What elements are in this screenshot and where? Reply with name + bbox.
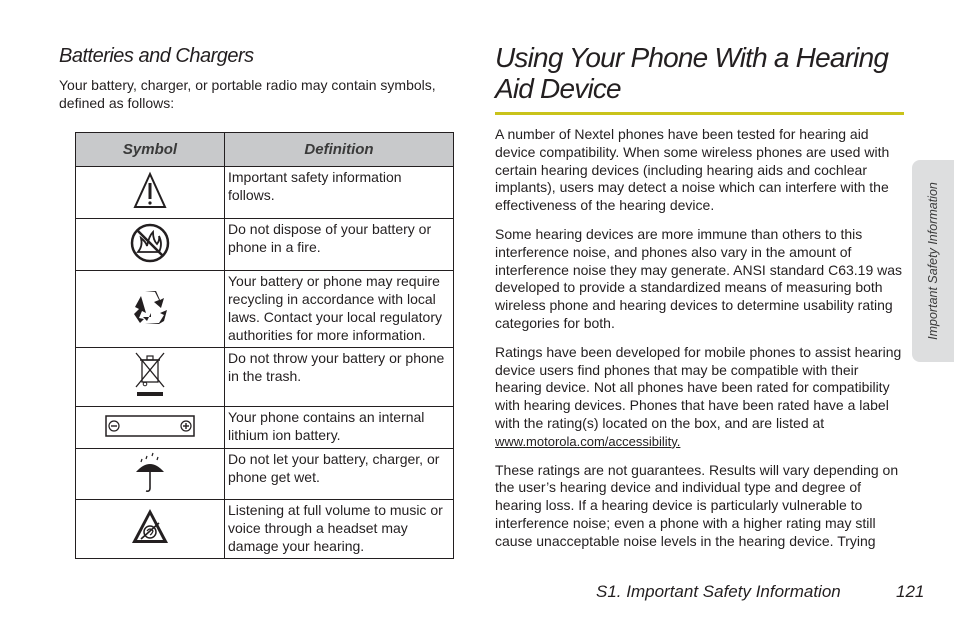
page-number: 121 [896,582,925,601]
paragraph [495,344,905,451]
symbol-cell [76,500,225,559]
footer-section-title: S1. Important Safety Information [596,582,841,601]
symbol-cell [76,449,225,500]
warning-triangle-icon [133,171,167,215]
header-definition: Definition [225,133,454,167]
left-column [59,44,459,112]
table-row [76,407,454,449]
symbol-cell [76,271,225,348]
section-heading: Batteries and Chargers [59,45,254,67]
symbols-table [75,132,454,559]
definition-cell: Do not let your battery, charger, or phone get wet. [225,449,454,500]
recycle-icon [131,288,169,330]
definition-cell: Listening at full volume to music or voice through a headset may damage your hearing. [225,500,454,559]
symbol-cell [76,348,225,407]
table-header-row [76,133,454,167]
intro-text: Your battery, charger, or portable radio may contain symbols, defined as follows: [59,77,436,111]
accessibility-link[interactable]: www.motorola.com/accessibility. [495,433,681,449]
table-row [76,219,454,271]
paragraph: Some hearing devices are more immune than others to this interference noise, and phones also vary in the amount of interference noise they may generate. ANSI standard C63.19 was developed to provide a standardized means of measuring both wireless phone and hearing devices to determine usability rating categories for both. [495,225,903,331]
paragraph-text: Ratings have been developed for mobile phones to assist hearing device users find phones that may be compatible with their hearing device. Not all phones have been rated for compatibility with hearing devices. Phones that have been rated have a label with the rating(s) located on the box, and are listed at [495,343,902,431]
battery-icon [104,414,196,442]
definition-cell: Important safety information follows. [225,167,454,219]
header-symbol: Symbol [76,133,225,167]
paragraph: These ratings are not guarantees. Results will vary depending on the user’s hearing device and individual type and degree of hearing loss. If a hearing device is particularly vulnerable to interference noise; even a phone with a higher rating may still cause unacceptable noise levels in the hearing device. Trying [495,461,899,549]
symbol-cell [76,219,225,271]
no-fire-icon [129,222,171,268]
hearing-warning-icon [130,507,170,551]
umbrella-rain-icon [133,450,167,498]
page-title: Using Your Phone With a Hearing Aid Device [495,42,889,104]
right-column [495,42,905,551]
paragraph: A number of Nextel phones have been tested for hearing aid device compatibility. When some wireless phones are used with certain hearing devices (including hearing aids and cochlear implants), users may detect a noise which can interfere with the effectiveness of the hearing device. [495,126,890,214]
definition-cell: Do not throw your battery or phone in the trash. [225,348,454,407]
definition-cell: Do not dispose of your battery or phone in a fire. [225,219,454,271]
table-row [76,449,454,500]
side-tab [912,160,954,362]
table-row [76,271,454,348]
crossed-bin-icon [132,350,168,404]
side-tab-label: Important Safety Information [926,182,940,340]
symbol-cell [76,167,225,219]
table-row [76,167,454,219]
table-row [76,500,454,559]
symbol-cell [76,407,225,449]
definition-cell: Your battery or phone may require recycling in accordance with local laws. Contact your local regulatory authorities for more information. [225,271,454,348]
definition-cell: Your phone contains an internal lithium ion battery. [225,407,454,449]
table-row [76,348,454,407]
title-rule [495,112,904,115]
